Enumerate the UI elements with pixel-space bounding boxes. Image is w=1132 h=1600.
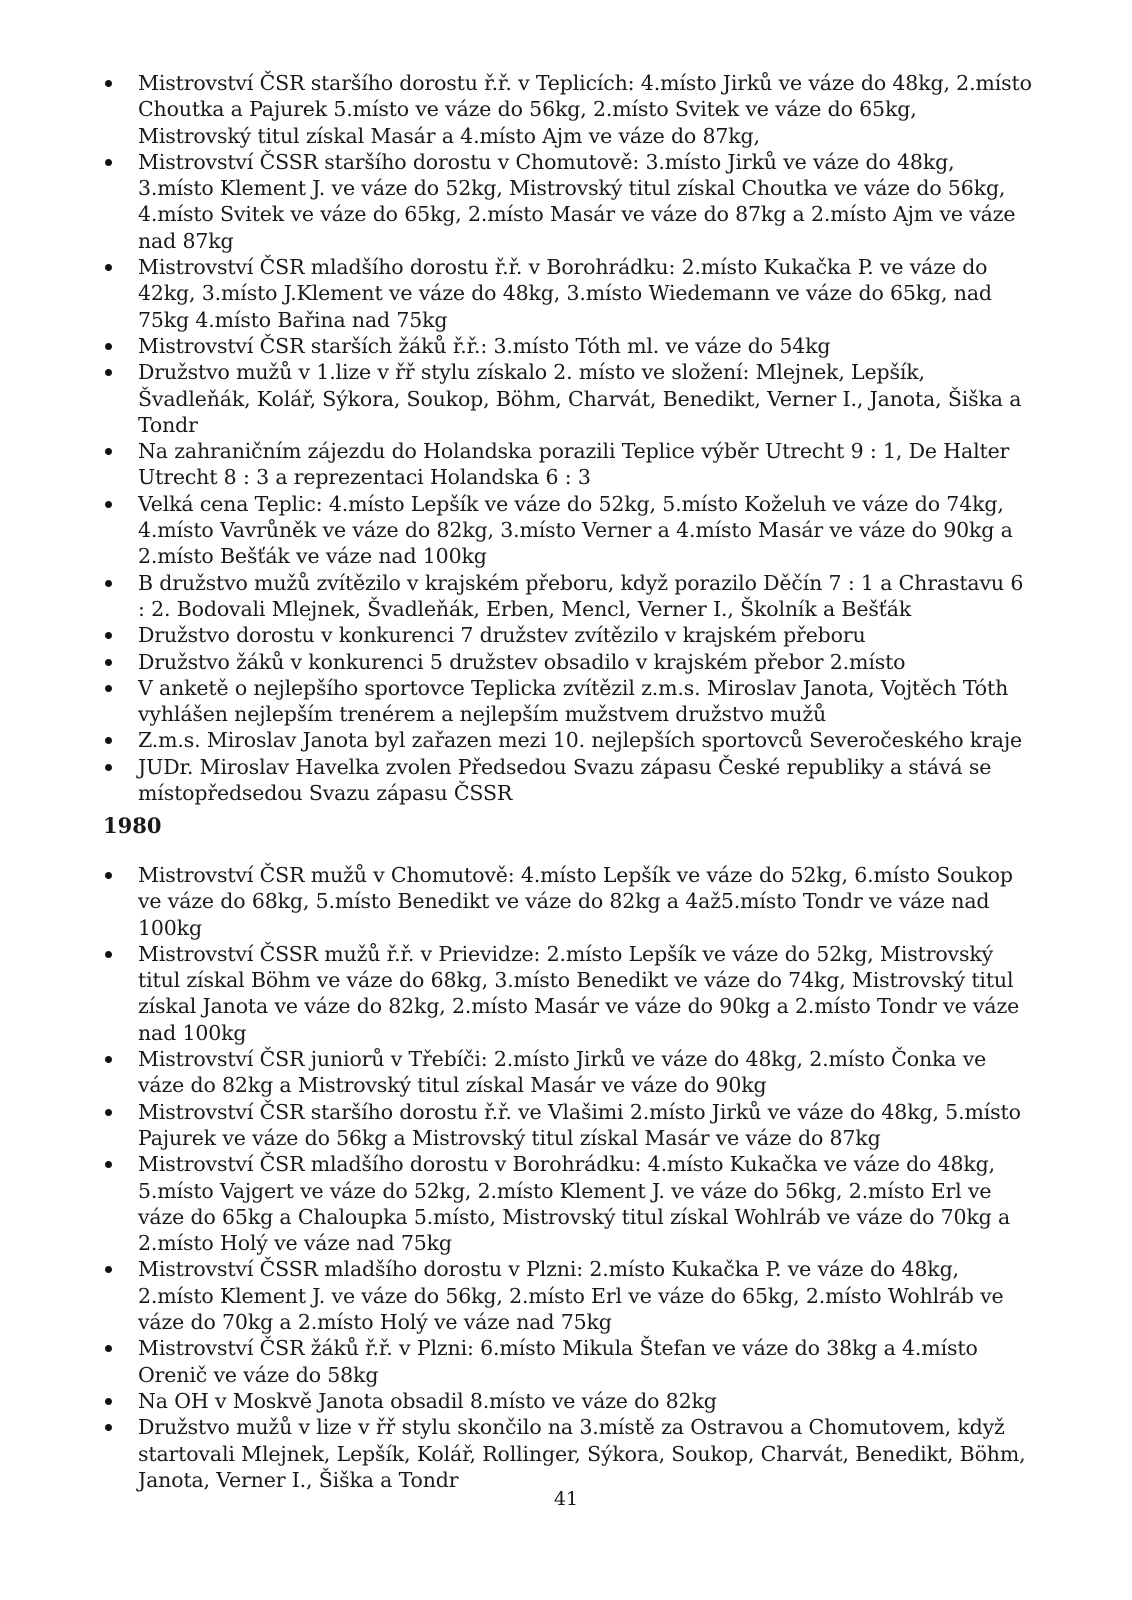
list-item: Družstvo žáků v konkurenci 5 družstev obsadilo v krajském přebor 2.místo [103, 649, 1033, 675]
list-item: Družstvo mužů v lize v řř stylu skončilo na 3.místě za Ostravou a Chomutovem, když startovali Mlejnek, Lepšík, Kolář, Rollinger, Sýkora, Soukop, Charvát, Benedikt, Böhm, Janota, Verner I., Šiška a Tondr [103, 1414, 1033, 1493]
list-item: Mistrovství ČSR mužů v Chomutově: 4.místo Lepšík ve váze do 52kg, 6.místo Soukop ve váze do 68kg, 5.místo Benedikt ve váze do 82kg a 4až5.místo Tondr ve váze nad 100kg [103, 862, 1033, 941]
list-item: Mistrovství ČSR žáků ř.ř. v Plzni: 6.místo Mikula Štefan ve váze do 38kg a 4.místo Orenič ve váze do 58kg [103, 1335, 1033, 1388]
list-item: Mistrovství ČSSR mladšího dorostu v Plzni: 2.místo Kukačka P. ve váze do 48kg, 2.místo Klement J. ve váze do 56kg, 2.místo Erl ve váze do 65kg, 2.místo Wohlráb ve váze do 70kg a 2.místo Holý ve váze nad 75kg [103, 1256, 1033, 1335]
results-list-1980 [103, 862, 1033, 1493]
list-item: Mistrovství ČSR juniorů v Třebíči: 2.místo Jirků ve váze do 48kg, 2.místo Čonka ve váze do 82kg a Mistrovský titul získal Masár ve váze do 90kg [103, 1046, 1033, 1099]
list-item: Mistrovství ČSR staršího dorostu ř.ř. ve Vlašimi 2.místo Jirků ve váze do 48kg, 5.místo Pajurek ve váze do 56kg a Mistrovský titul získal Masár ve váze do 87kg [103, 1099, 1033, 1152]
list-item: Velká cena Teplic: 4.místo Lepšík ve váze do 52kg, 5.místo Koželuh ve váze do 74kg, 4.místo Vavrůněk ve váze do 82kg, 3.místo Verner a 4.místo Masár ve váze do 90kg a 2.místo Bešťák ve váze nad 100kg [103, 491, 1033, 570]
list-item: Mistrovství ČSR staršího dorostu ř.ř. v Teplicích: 4.místo Jirků ve váze do 48kg, 2.místo Choutka a Pajurek 5.místo ve váze do 56kg, 2.místo Svitek ve váze do 65kg, Mistrovský titul získal Masár a 4.místo Ajm ve váze do 87kg, [103, 70, 1033, 149]
list-item: Mistrovství ČSR starších žáků ř.ř.: 3.místo Tóth ml. ve váze do 54kg [103, 333, 1033, 359]
results-list-1979 [103, 70, 1033, 806]
list-item: JUDr. Miroslav Havelka zvolen Předsedou Svazu zápasu České republiky a stává se místopředsedou Svazu zápasu ČSSR [103, 754, 1033, 807]
list-item: Mistrovství ČSSR mužů ř.ř. v Prievidze: 2.místo Lepšík ve váze do 52kg, Mistrovský titul získal Böhm ve váze do 68kg, 3.místo Benedikt ve váze do 74kg, Mistrovský titul získal Janota ve váze do 82kg, 2.místo Masár ve váze do 90kg a 2.místo Tondr ve váze nad 100kg [103, 941, 1033, 1046]
list-item: Družstvo dorostu v konkurenci 7 družstev zvítězilo v krajském přeboru [103, 622, 1033, 648]
list-item: Na OH v Moskvě Janota obsadil 8.místo ve váze do 82kg [103, 1388, 1033, 1414]
list-item: Mistrovství ČSR mladšího dorostu ř.ř. v Borohrádku: 2.místo Kukačka P. ve váze do 42kg, 3.místo J.Klement ve váze do 48kg, 3.místo Wiedemann ve váze do 65kg, nad 75kg 4.místo Bařina nad 75kg [103, 254, 1033, 333]
page-number: 41 [553, 1488, 579, 1510]
list-item: V anketě o nejlepšího sportovce Teplicka zvítězil z.m.s. Miroslav Janota, Vojtěch Tóth vyhlášen nejlepším trenérem a nejlepším mužstvem družstvo mužů [103, 675, 1033, 728]
list-item: B družstvo mužů zvítězilo v krajském přeboru, když porazilo Děčín 7 : 1 a Chrastavu 6 : 2. Bodovali Mlejnek, Švadleňák, Erben, Mencl, Verner I., Školník a Bešťák [103, 570, 1033, 623]
year-heading: 1980 [103, 813, 162, 838]
list-item: Mistrovství ČSSR staršího dorostu v Chomutově: 3.místo Jirků ve váze do 48kg, 3.místo Klement J. ve váze do 52kg, Mistrovský titul získal Choutka ve váze do 56kg, 4.místo Svitek ve váze do 65kg, 2.místo Masár ve váze do 87kg a 2.místo Ajm ve váze nad 87kg [103, 149, 1033, 254]
list-item: Mistrovství ČSR mladšího dorostu v Borohrádku: 4.místo Kukačka ve váze do 48kg, 5.místo Vajgert ve váze do 52kg, 2.místo Klement J. ve váze do 56kg, 2.místo Erl ve váze do 65kg a Chaloupka 5.místo, Mistrovský titul získal Wohlráb ve váze do 70kg a 2.místo Holý ve váze nad 75kg [103, 1151, 1033, 1256]
list-item: Z.m.s. Miroslav Janota byl zařazen mezi 10. nejlepších sportovců Severočeského kraje [103, 727, 1033, 753]
list-item: Na zahraničním zájezdu do Holandska porazili Teplice výběr Utrecht 9 : 1, De Halter Utrecht 8 : 3 a reprezentaci Holandska 6 : 3 [103, 438, 1033, 491]
list-item: Družstvo mužů v 1.lize v řř stylu získalo 2. místo ve složení: Mlejnek, Lepšík, Švadleňák, Kolář, Sýkora, Soukop, Böhm, Charvát, Benedikt, Verner I., Janota, Šiška a Tondr [103, 359, 1033, 438]
